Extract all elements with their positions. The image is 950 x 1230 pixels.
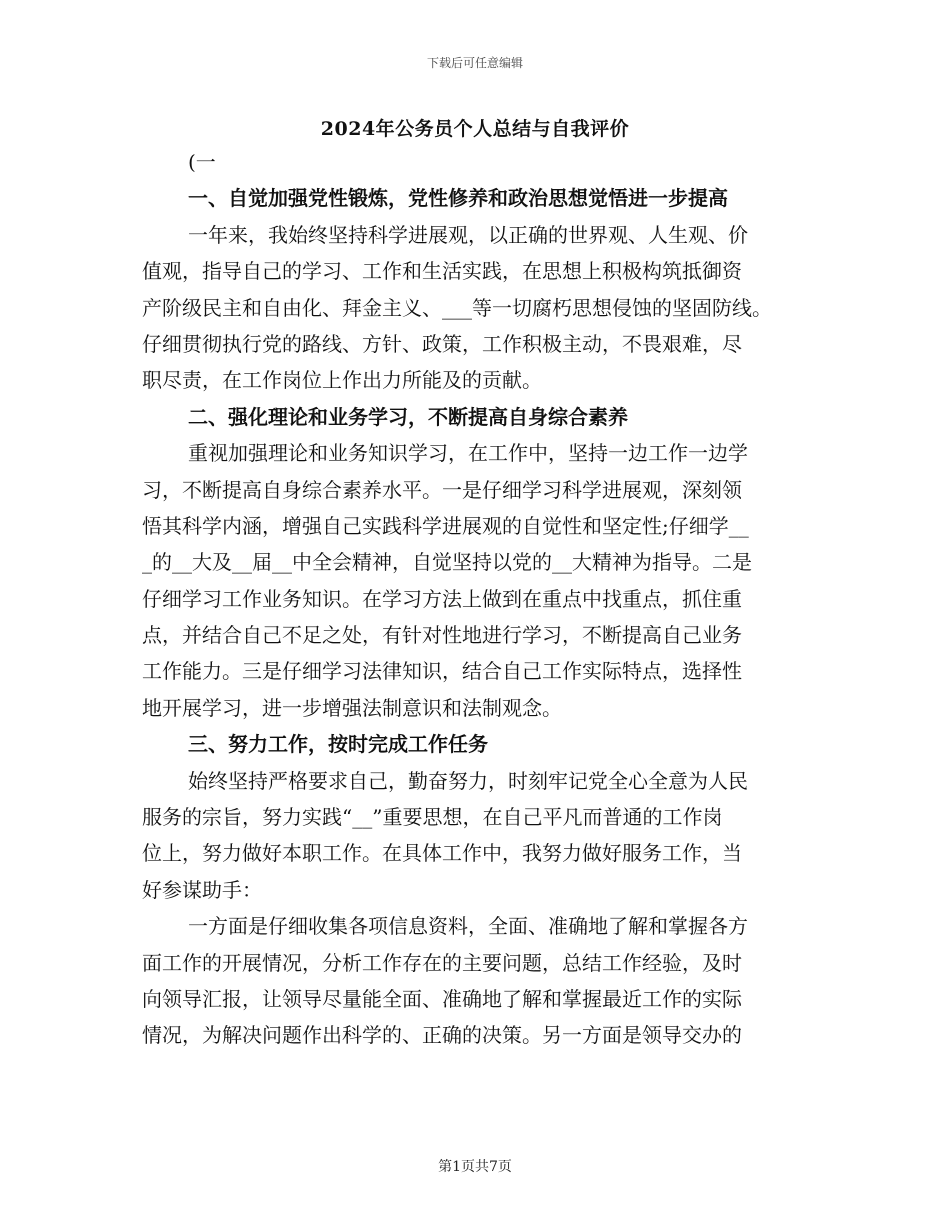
paragraph-line: 点，并结合自己不足之处，有针对性地进行学习，不断提高自己业务	[142, 623, 742, 648]
paragraph-line: 产阶级民主和自由化、拜金主义、___等一切腐朽思想侵蚀的坚固防线。	[142, 295, 772, 320]
paragraph-line: 值观，指导自己的学习、工作和生活实践，在思想上积极构筑抵御资	[142, 259, 742, 284]
paragraph-line: 位上，努力做好本职工作。在具体工作中，我努力做好服务工作，当	[142, 841, 742, 866]
paragraph-line: 习，不断提高自身综合素养水平。一是仔细学习科学进展观，深刻领	[142, 477, 742, 502]
section-heading: 二、强化理论和业务学习，不断提高自身综合素养	[188, 404, 628, 429]
paragraph-line: 仔细贯彻执行党的路线、方针、政策，工作积极主动，不畏艰难，尽	[142, 331, 742, 356]
paragraph-line: 地开展学习，进一步增强法制意识和法制观念。	[142, 695, 562, 720]
paragraph-line: 一方面是仔细收集各项信息资料，全面、准确地了解和掌握各方	[188, 914, 748, 939]
section-heading: 一、自觉加强党性锻炼，党性修养和政治思想觉悟进一步提高	[188, 186, 728, 211]
paragraph-line: 服务的宗旨，努力实践“__”重要思想，在自己平凡而普通的工作岗	[142, 805, 723, 830]
paragraph-line: 好参谋助手：	[142, 877, 262, 902]
paragraph-line: 职尽责，在工作岗位上作出力所能及的贡献。	[142, 368, 542, 393]
paragraph-line: 情况，为解决问题作出科学的、正确的决策。另一方面是领导交办的	[142, 1023, 742, 1048]
document-body	[142, 144, 814, 1054]
paragraph-line: 重视加强理论和业务知识学习，在工作中，坚持一边工作一边学	[188, 441, 748, 466]
paragraph-line: 一年来，我始终坚持科学进展观，以正确的世界观、人生观、价	[188, 222, 748, 247]
paragraph-line: (一	[188, 150, 216, 174]
paragraph-line: 始终坚持严格要求自己，勤奋努力，时刻牢记党全心全意为人民	[188, 768, 748, 793]
page-footer: 第1页共7页	[438, 1159, 512, 1175]
document-title: 2024年公务员个人总结与自我评价	[320, 118, 630, 140]
header-note: 下载后可任意编辑	[426, 56, 523, 70]
paragraph-line: 仔细学习工作业务知识。在学习方法上做到在重点中找重点，抓住重	[142, 586, 742, 611]
paragraph-line: 悟其科学内涵，增强自己实践科学进展观的自觉性和坚定性;仔细学__	[142, 513, 749, 538]
paragraph-line: 向领导汇报，让领导尽量能全面、准确地了解和掌握最近工作的实际	[142, 986, 742, 1011]
paragraph-line: 工作能力。三是仔细学习法律知识，结合自己工作实际特点，选择性	[142, 659, 742, 684]
paragraph-line: 面工作的开展情况，分析工作存在的主要问题，总结工作经验，及时	[142, 950, 742, 975]
section-heading: 三、努力工作，按时完成工作任务	[188, 732, 488, 757]
paragraph-line: _的__大及__届__中全会精神，自觉坚持以党的__大精神为指导。二是	[142, 550, 752, 575]
